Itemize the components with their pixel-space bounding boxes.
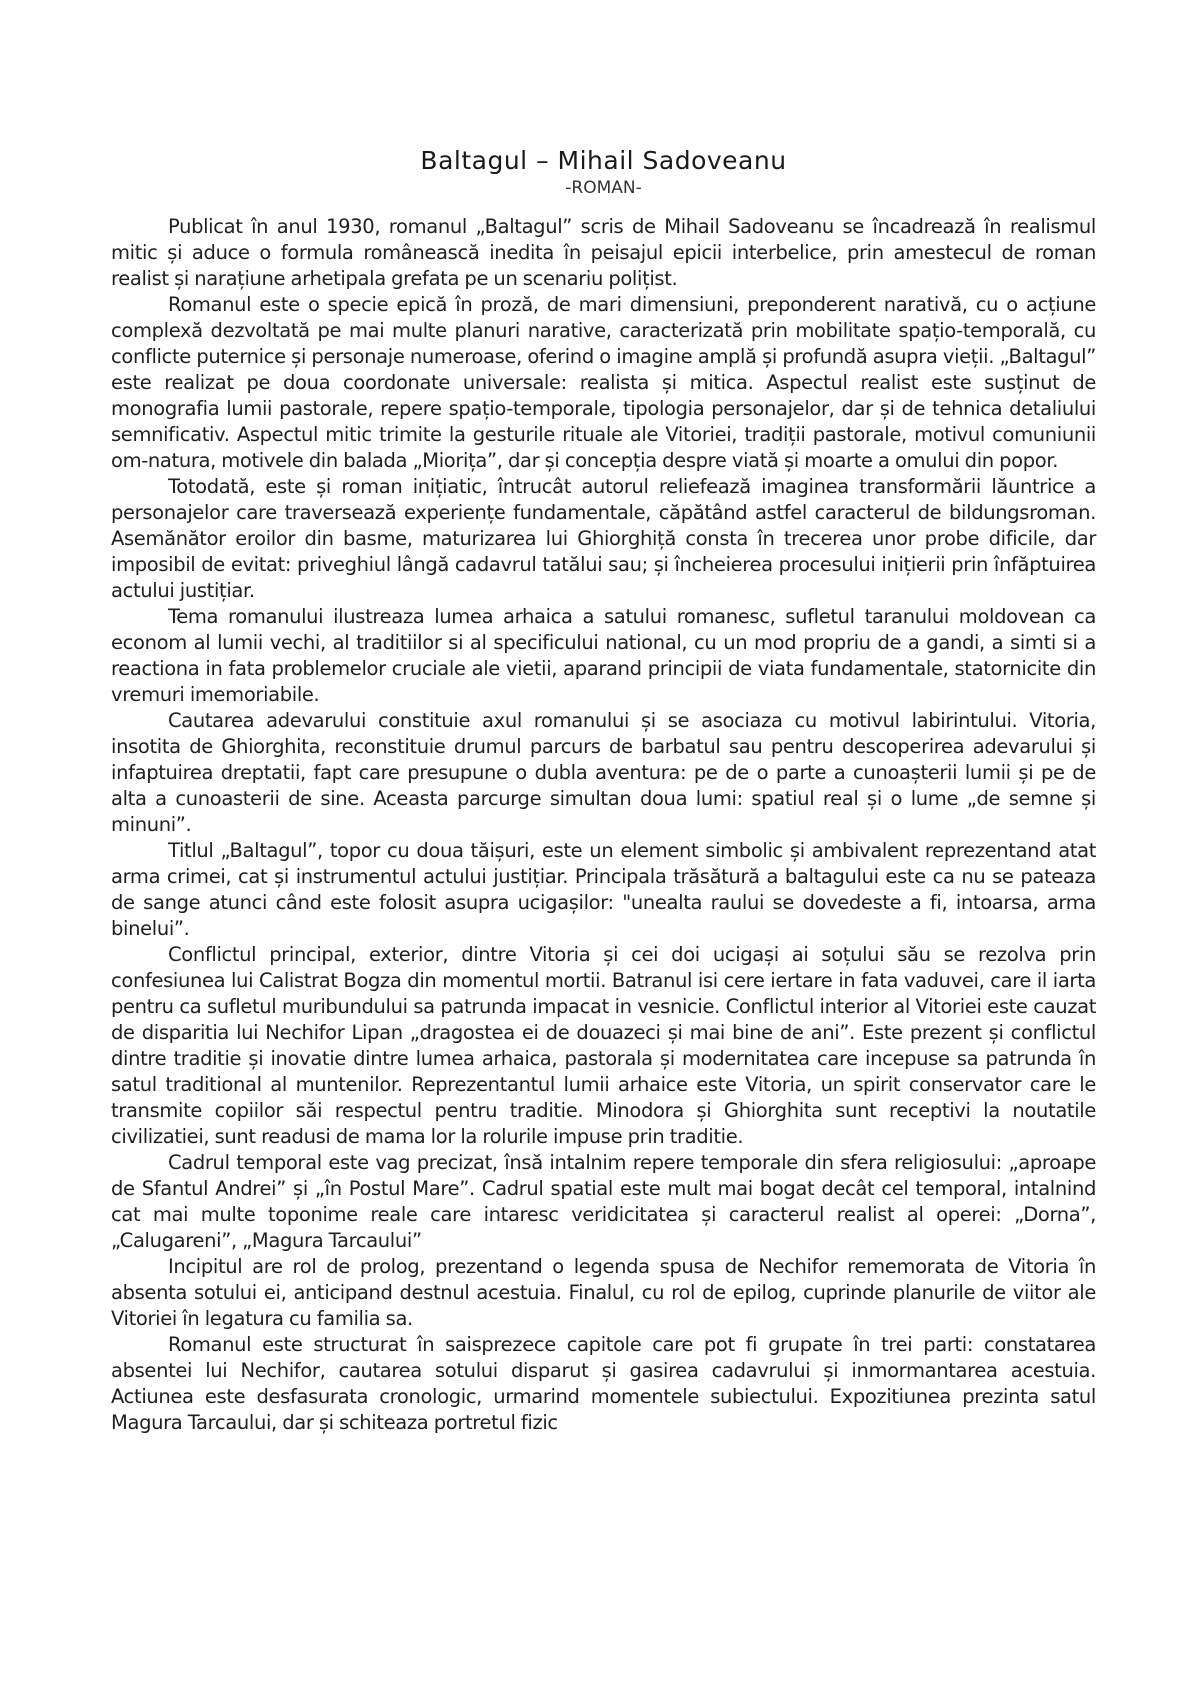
paragraph-conflict: Conflictul principal, exterior, dintre Vitoria și cei doi ucigași ai soțului său se rezolva prin confesiunea lui Calistrat Bogza din momentul mortii. Batranul isi cere iertare in fata vaduvei, care il iarta pentru ca sufletul muribundului sa patrunda impacat in vesnicie. Conflictul interior al Vitoriei este cauzat de disparitia lui Nechifor Lipan „dragostea ei de douazeci și mai bine de ani”. Este prezent și conflictul dintre traditie și inovatie dintre lumea arhaica, pastorala și modernitatea care incepuse sa patrunda în satul traditional al muntenilor. Reprezentantul lumii arhaice este Vitoria, un spirit conservator care le transmite copiilor săi respectul pentru traditie. Minodora și Ghiorghita sunt receptivi la noutatile civilizatiei, sunt readusi de mama lor la rolurile impuse prin traditie. — [111, 943, 1096, 1148]
paragraph-theme: Tema romanului ilustreaza lumea arhaica a satului romanesc, sufletul taranului moldovean ca econom al lumii vechi, al traditiilor si al specificului national, cu un mod propriu de a gandi, a simti si a reactiona in fata problemelor cruciale ale vietii, aparand principii de viata fundamentale, statornicite din vremuri imemoriabile. — [111, 605, 1096, 706]
paragraph-truth-search: Cautarea adevarului constituie axul romanului și se asociaza cu motivul labirintului. Vitoria, insotita de Ghiorghita, reconstituie drumul parcurs de barbatul sau pentru descoperirea adevarului și infaptuirea dreptatii, fapt care presupune o dubla aventura: pe de o parte a cunoașterii lumii și pe de alta a cunoasterii de sine. Aceasta parcurge simultan doua lumi: spatiul real și o lume „de semne și minuni”. — [111, 709, 1096, 836]
paragraph-species: Romanul este o specie epică în proză, de mari dimensiuni, preponderent narativă, cu o acțiune complexă dezvoltată pe mai multe planuri narative, caracterizată prin mobilitate spațio-temporală, cu conflicte puternice și personaje numeroase, oferind o imagine amplă și profundă asupra vieții. „Baltagul” este realizat pe doua coordonate universale: realista și mitica. Aspectul realist este susținut de monografia lumii pastorale, repere spațio-temporale, tipologia personajelor, dar și de tehnica detaliului semnificativ. Aspectul mitic trimite la gesturile rituale ale Vitoriei, tradiții pastorale, motivul comuniunii om-natura, motivele din balada „Miorița”, dar și concepția despre viată și moarte a omului din popor. — [111, 293, 1096, 472]
paragraph-intro: Publicat în anul 1930, romanul „Baltagul” scris de Mihail Sadoveanu se încadrează în realismul mitic și aduce o formula românească inedita în peisajul epicii interbelice, prin amestecul de roman realist și narațiune arhetipala grefata pe un scenariu polițist. — [111, 215, 1096, 290]
document-body — [111, 146, 1096, 1436]
paragraph-structure: Romanul este structurat în saisprezece capitole care pot fi grupate în trei parti: constatarea absentei lui Nechifor, cautarea sotului disparut și gasirea cadavrului și inmormantarea acestuia. Actiunea este desfasurata cronologic, urmarind momentele subiectului. Expozitiunea prezinta satul Magura Tarcaului, dar și schiteaza portretul fizic — [111, 1333, 1096, 1434]
paragraph-time-space: Cadrul temporal este vag precizat, însă intalnim repere temporale din sfera religiosului: „aproape de Sfantul Andrei” și „în Postul Mare”. Cadrul spatial este mult mai bogat decât cel temporal, intalnind cat mai multe toponime reale care intaresc veridicitatea și caracterul realist al operei: „Dorna”, „Calugareni”, „Magura Tarcaului” — [111, 1151, 1096, 1252]
paragraph-initiation: Totodată, este și roman inițiatic, întrucât autorul reliefează imaginea transformării lăuntrice a personajelor care traversează experiențe fundamentale, căpătând astfel caracterul de bildungsroman. Asemănător eroilor din basme, maturizarea lui Ghiorghiță consta în trecerea unor probe dificile, dar imposibil de evitat: priveghiul lângă cadavrul tatălui sau; și încheierea procesului inițierii prin înfăptuirea actului justițiar. — [111, 475, 1096, 602]
document-title: Baltagul – Mihail Sadoveanu — [420, 146, 787, 175]
paragraph-list — [111, 214, 1096, 1436]
paragraph-title-meaning: Titlul „Baltagul”, topor cu doua tăișuri, este un element simbolic și ambivalent reprezentand atat arma crimei, cat și instrumentul actului justițiar. Principala trăsătură a baltagului este ca nu se pateaza de sange atunci când este folosit asupra ucigașilor: "unealta raului se dovedeste a fi, intoarsa, arma binelui”. — [111, 839, 1096, 940]
document-subtitle: -ROMAN- — [565, 178, 642, 198]
paragraph-incipit-final: Incipitul are rol de prolog, prezentand o legenda spusa de Nechifor rememorata de Vitoria în absenta sotului ei, anticipand destnul acestuia. Finalul, cu rol de epilog, cuprinde planurile de viitor ale Vitoriei în legatura cu familia sa. — [111, 1255, 1096, 1330]
